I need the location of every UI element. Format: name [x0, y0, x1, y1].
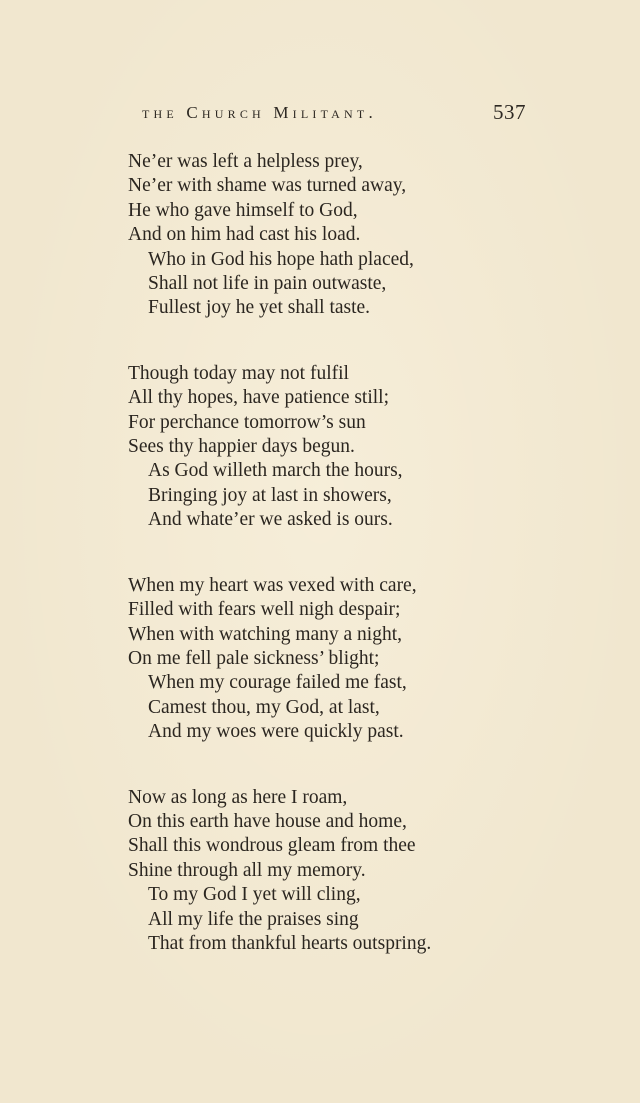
poem-line: He who gave himself to God,: [128, 199, 358, 221]
poem-line: On this earth have house and home,: [128, 810, 407, 832]
poem: [128, 150, 558, 997]
poem-line: Camest thou, my God, at last,: [148, 696, 380, 718]
stanza-3: [128, 574, 558, 745]
poem-line: And on him had cast his load.: [128, 224, 361, 246]
poem-line: And my woes were quickly past.: [148, 721, 404, 743]
page-number: 537: [493, 100, 526, 124]
poem-line: Who in God his hope hath placed,: [148, 248, 414, 270]
poem-line: When my courage failed me fast,: [148, 672, 407, 694]
poem-line: Shall this wondrous gleam from thee: [128, 835, 416, 857]
poem-line: And whate’er we asked is ours.: [148, 509, 393, 531]
stanza-2: [128, 362, 558, 533]
poem-line: As God willeth march the hours,: [148, 460, 403, 482]
poem-line: When my heart was vexed with care,: [128, 574, 417, 596]
poem-line: When with watching many a night,: [128, 623, 403, 645]
poem-line: Ne’er was left a helpless prey,: [128, 151, 363, 172]
running-head: the Church Militant.: [142, 103, 377, 122]
poem-line: That from thankful hearts outspring.: [148, 932, 432, 954]
poem-line: On me fell pale sickness’ blight;: [128, 647, 380, 669]
poem-line: All my life the praises sing: [148, 908, 359, 930]
poem-line: Now as long as here I roam,: [128, 786, 348, 808]
poem-line: Shall not life in pain outwaste,: [148, 273, 387, 295]
poem-line: Filled with fears well nigh despair;: [128, 599, 401, 621]
poem-line: Shine through all my memory.: [128, 859, 366, 881]
poem-line: To my God I yet will cling,: [148, 884, 361, 906]
poem-line: All thy hopes, have patience still;: [128, 387, 390, 409]
poem-line: Fullest joy he yet shall taste.: [148, 297, 371, 319]
stanza-1: [128, 150, 558, 321]
stanza-4: [128, 786, 558, 957]
poem-line: Though today may not fulfil: [128, 362, 349, 384]
poem-line: Bringing joy at last in showers,: [148, 484, 392, 506]
poem-line: Sees thy happier days begun.: [128, 436, 355, 458]
poem-line: For perchance tomorrow’s sun: [128, 411, 366, 433]
poem-line: Ne’er with shame was turned away,: [128, 175, 407, 197]
